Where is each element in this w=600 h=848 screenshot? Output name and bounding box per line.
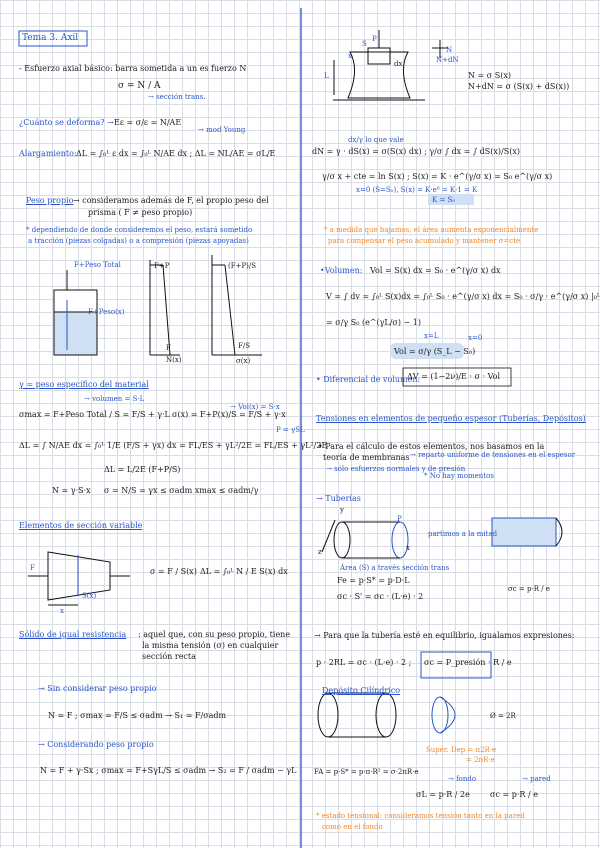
pipe-equilibrium-intro: → Para que la tubería esté en equilibrio, igualamos expresiones: bbox=[314, 631, 575, 640]
thin-text-3: → reparto uniforme de tensiones en el espesor bbox=[410, 451, 576, 459]
no-weight-eq: N = F ; σmax = F/S ≤ σadm → S₁ = F/σadm bbox=[48, 711, 227, 720]
tank-fa: FA = p·S* = p·π·R² = σ·2πR·e bbox=[314, 768, 419, 776]
fig-p-label: P bbox=[372, 35, 377, 43]
pipe-fe: Fe = p·S* = p·D·L bbox=[337, 576, 410, 585]
pipe-equilibrium-eq: p · 2RL = σc · (L·e) · 2 ; bbox=[316, 658, 412, 667]
gamma-def: γ = peso específico del material bbox=[19, 380, 149, 389]
volume-integral: V = ∫ dv = ∫₀ᴸ S(x)dx = ∫₀ᴸ S₀ · e^(γ/σ x) dx = S₀ · σ/γ · e^(γ/σ x) |₀ᴸ bbox=[326, 292, 600, 301]
strain-formula: Eε = σ/ε = N/AE bbox=[114, 118, 182, 127]
tank-fondo: → fondo bbox=[448, 775, 477, 783]
fig-ndn-label: N+dN bbox=[436, 56, 459, 64]
tank-area-2: = 2πR·e bbox=[466, 756, 495, 764]
intro-text: - Esfuerzo axial básico: barra sometida a un es fuerzo N bbox=[19, 64, 247, 73]
volume-eq: Vol = S(x) dx = S₀ · e^(γ/σ x) dx bbox=[370, 266, 501, 275]
deform-question: ¿Cuánto se deforma? → bbox=[19, 118, 114, 127]
fig-sigma-label: σ(x) bbox=[236, 357, 251, 365]
stress-formula: σ = N / A bbox=[118, 81, 161, 91]
fig-fs-label: F/S bbox=[238, 342, 251, 350]
volume-box: Vol = σ/γ (S_L − S₀) bbox=[394, 347, 476, 356]
pipe-p-label: P bbox=[397, 515, 402, 523]
page-title: Tema 3. Axil bbox=[22, 33, 79, 43]
own-weight-text-1: → consideramos además de F, el propio peso del bbox=[73, 196, 269, 205]
weight-note: → Vol(x) = S·x bbox=[230, 403, 280, 411]
fig-peso-x-label: F+Peso(x) bbox=[88, 308, 125, 316]
no-weight-title: → Sin considerar peso propio bbox=[38, 684, 157, 693]
fig-l-label: L bbox=[324, 72, 329, 80]
final-note-2: como en el fondo bbox=[322, 823, 383, 831]
iso-text-3: sección recta bbox=[142, 652, 196, 661]
variable-section-title: Elementos de sección variable bbox=[19, 521, 143, 530]
variable-sigma: σ = F / S(x) bbox=[150, 567, 197, 576]
own-weight-text-2: prisma ( F ≠ peso propio) bbox=[88, 208, 193, 217]
boundary-condition: x=0 (S=S₀), S(x) = K·e⁰ = K·1 = K bbox=[356, 186, 478, 194]
fig-x-label: x bbox=[348, 52, 352, 60]
variable-x-label: x bbox=[60, 607, 64, 615]
thin-text-5: * No hay momentos bbox=[424, 472, 494, 480]
iso-text-1: : aquel que, con su peso propio, tiene bbox=[138, 630, 291, 639]
vol-xl-label: x=L bbox=[424, 332, 439, 340]
tank-area: Super. Dep = π2R·e bbox=[426, 746, 497, 754]
fig-s-label: S bbox=[362, 40, 367, 48]
vol-note: → volumen = S·L bbox=[84, 395, 145, 403]
fig-total-label: F+Peso Total bbox=[74, 261, 121, 269]
pipe-side-eq: σc = p·R / e bbox=[508, 585, 550, 593]
fig-n-label: N bbox=[446, 46, 453, 54]
elong-label: Alargamiento: bbox=[19, 149, 77, 158]
fig-dx-label: dx bbox=[394, 60, 403, 68]
tank-title: Depósito Cilíndrico bbox=[322, 686, 401, 695]
dn-equation: dN = γ · dS(x) = σ(S(x) dx) ; γ/σ ∫ dx = ∫ dS(x)/S(x) bbox=[312, 147, 520, 156]
dn-label: dx/γ lo que vale bbox=[348, 136, 404, 144]
pipe-y-label: y bbox=[340, 506, 344, 514]
thin-text-4: → sólo esfuerzos normales y de presión bbox=[326, 465, 466, 473]
dv-equation: ΔV = (1−2ν)/E · σ · Vol bbox=[407, 372, 501, 381]
pipe-z-label: z bbox=[318, 548, 322, 556]
solid-equal-strength-figure bbox=[333, 30, 448, 100]
pipe-x-label: x bbox=[406, 544, 410, 552]
dv-title: • Diferencial de volumen: bbox=[316, 375, 421, 384]
exp-note-2: para compensar el peso acumulado y mantener σ=cte bbox=[328, 237, 521, 245]
pipe-area-note: Área (S) a través sección trans bbox=[340, 564, 450, 572]
own-weight-title: Peso propio bbox=[26, 196, 74, 205]
tank-diameter: Ø = 2R bbox=[490, 712, 516, 720]
elong-formula: ΔL = ∫₀ᴸ ε dx = ∫₀ᴸ N/AE dx ; ΔL = NL/AE = σL/E bbox=[76, 149, 276, 158]
ln-equation: γ/σ x + cte = ln S(x) ; S(x) = K · e^(γ/σ x) = S₀ e^(γ/σ x) bbox=[322, 172, 553, 181]
k-equation: K = S₀ bbox=[432, 196, 456, 204]
delta-l-2: ΔL = L/2E (F+P/S) bbox=[104, 465, 181, 474]
iso-title: Sólido de igual resistencia bbox=[19, 630, 127, 639]
own-weight-note-1: * dependiendo de donde consideremos el peso, estará sometido bbox=[26, 226, 253, 234]
with-weight-title: → Considerando peso propio bbox=[38, 740, 154, 749]
with-weight-eq: N = F + γ·Sx ; σmax = F+SγL/S ≤ σadm → S₂ = F / σadm − γL bbox=[40, 766, 297, 775]
young-label: → mod Young bbox=[198, 126, 246, 134]
area-label: → sección trans. bbox=[148, 93, 206, 101]
pipe-note: partimos a la mitad bbox=[428, 530, 498, 538]
pipe-answer: σc = P_presión · R / e bbox=[424, 658, 512, 667]
ndn-equation: N+dN = σ (S(x) + dS(x)) bbox=[468, 82, 570, 91]
pipe-figure bbox=[322, 518, 562, 558]
n-equation-right: N = σ S(x) bbox=[468, 71, 512, 80]
vol-x0-label: x=0 bbox=[468, 334, 483, 342]
thin-text-1: • Para el cálculo de estos elementos, nos basamos en la bbox=[318, 442, 545, 451]
thin-title: Tensiones en elementos de pequeño espesor (Tuberías, Depósitos) bbox=[316, 414, 586, 423]
sigma-n: σ = N/S = γx ≤ σadm xmax ≤ σadm/γ bbox=[104, 486, 259, 495]
fig-f-label: F bbox=[166, 344, 171, 352]
tank-sigma-l: σL = p·R / 2e bbox=[416, 790, 470, 799]
iso-text-2: la misma tensión (σ) en cualquier bbox=[142, 641, 279, 650]
variable-delta-l: ΔL = ∫₀ᴸ N / E S(x) dx bbox=[200, 567, 288, 576]
fig-fps-label: (F+P)/S bbox=[228, 262, 257, 270]
sigma-x: σ(x) = F+P(x)/S = F/S + γ·x bbox=[172, 410, 286, 419]
tank-sigma-c: σc = p·R / e bbox=[490, 790, 538, 799]
volume-result: = σ/γ S₀ (e^(γL/σ) − 1) bbox=[326, 318, 422, 327]
variable-section-figure bbox=[28, 552, 130, 605]
thin-text-2: teoría de membranas bbox=[323, 453, 410, 462]
variable-sx-label: S(x) bbox=[82, 592, 97, 600]
own-weight-note-2: a tracción (piezas colgadas) o a compresión (piezas apoyadas) bbox=[28, 237, 249, 245]
fig-fp-label: F+P bbox=[154, 262, 170, 270]
exp-note-1: * a medida que bajamos, el área aumenta exponencialmente bbox=[324, 226, 539, 234]
final-note-1: * estado tensional: consideramos tensión tanto en la pared bbox=[316, 812, 525, 820]
sigma-max: σmax = F+Peso Total / S = F/S + γ·L bbox=[19, 410, 170, 419]
n-equation: N = γ·S·x bbox=[52, 486, 91, 495]
pipe-sigma: σc · S' = σc · (L·e) · 2 bbox=[337, 592, 424, 601]
pgl-note: P = γSL bbox=[276, 426, 305, 434]
own-weight-figure bbox=[54, 255, 262, 355]
tank-figure bbox=[318, 693, 455, 737]
delta-l: ΔL = ∫ N/AE dx = ∫₀ᴸ 1/E (F/S + γx) dx = FL/ES + γL²/2E = FL/ES + γL²/2E bbox=[19, 441, 328, 450]
volume-title: •Volumen: bbox=[320, 266, 363, 275]
pipes-title: → Tuberías bbox=[316, 494, 361, 503]
tank-pared: → pared bbox=[522, 775, 551, 783]
fig-nx-label: N(x) bbox=[166, 356, 182, 364]
variable-f-left: F bbox=[30, 564, 35, 572]
